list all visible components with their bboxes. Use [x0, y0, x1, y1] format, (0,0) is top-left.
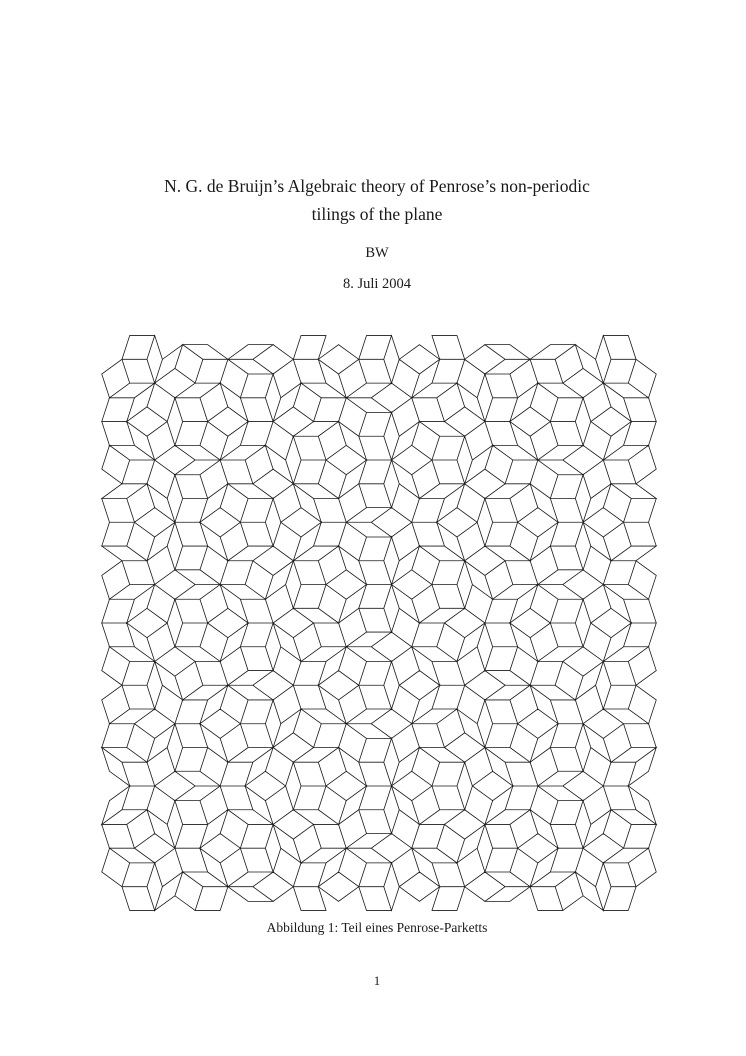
paper-title	[8, 172, 746, 228]
paper-title-line1: N. G. de Bruijn’s Algebraic theory of Penrose’s non-periodic	[164, 176, 590, 196]
figure-caption: Abbildung 1: Teil eines Penrose-Parketts	[266, 920, 488, 935]
paper-date: 8. Juli 2004	[342, 276, 412, 292]
paper-title-line2: tilings of the plane	[311, 204, 443, 224]
penrose-tiling-figure	[80, 308, 678, 938]
penrose-tiling-paths	[102, 336, 657, 911]
paper-author: BW	[365, 245, 389, 261]
page-number: 1	[373, 973, 381, 988]
